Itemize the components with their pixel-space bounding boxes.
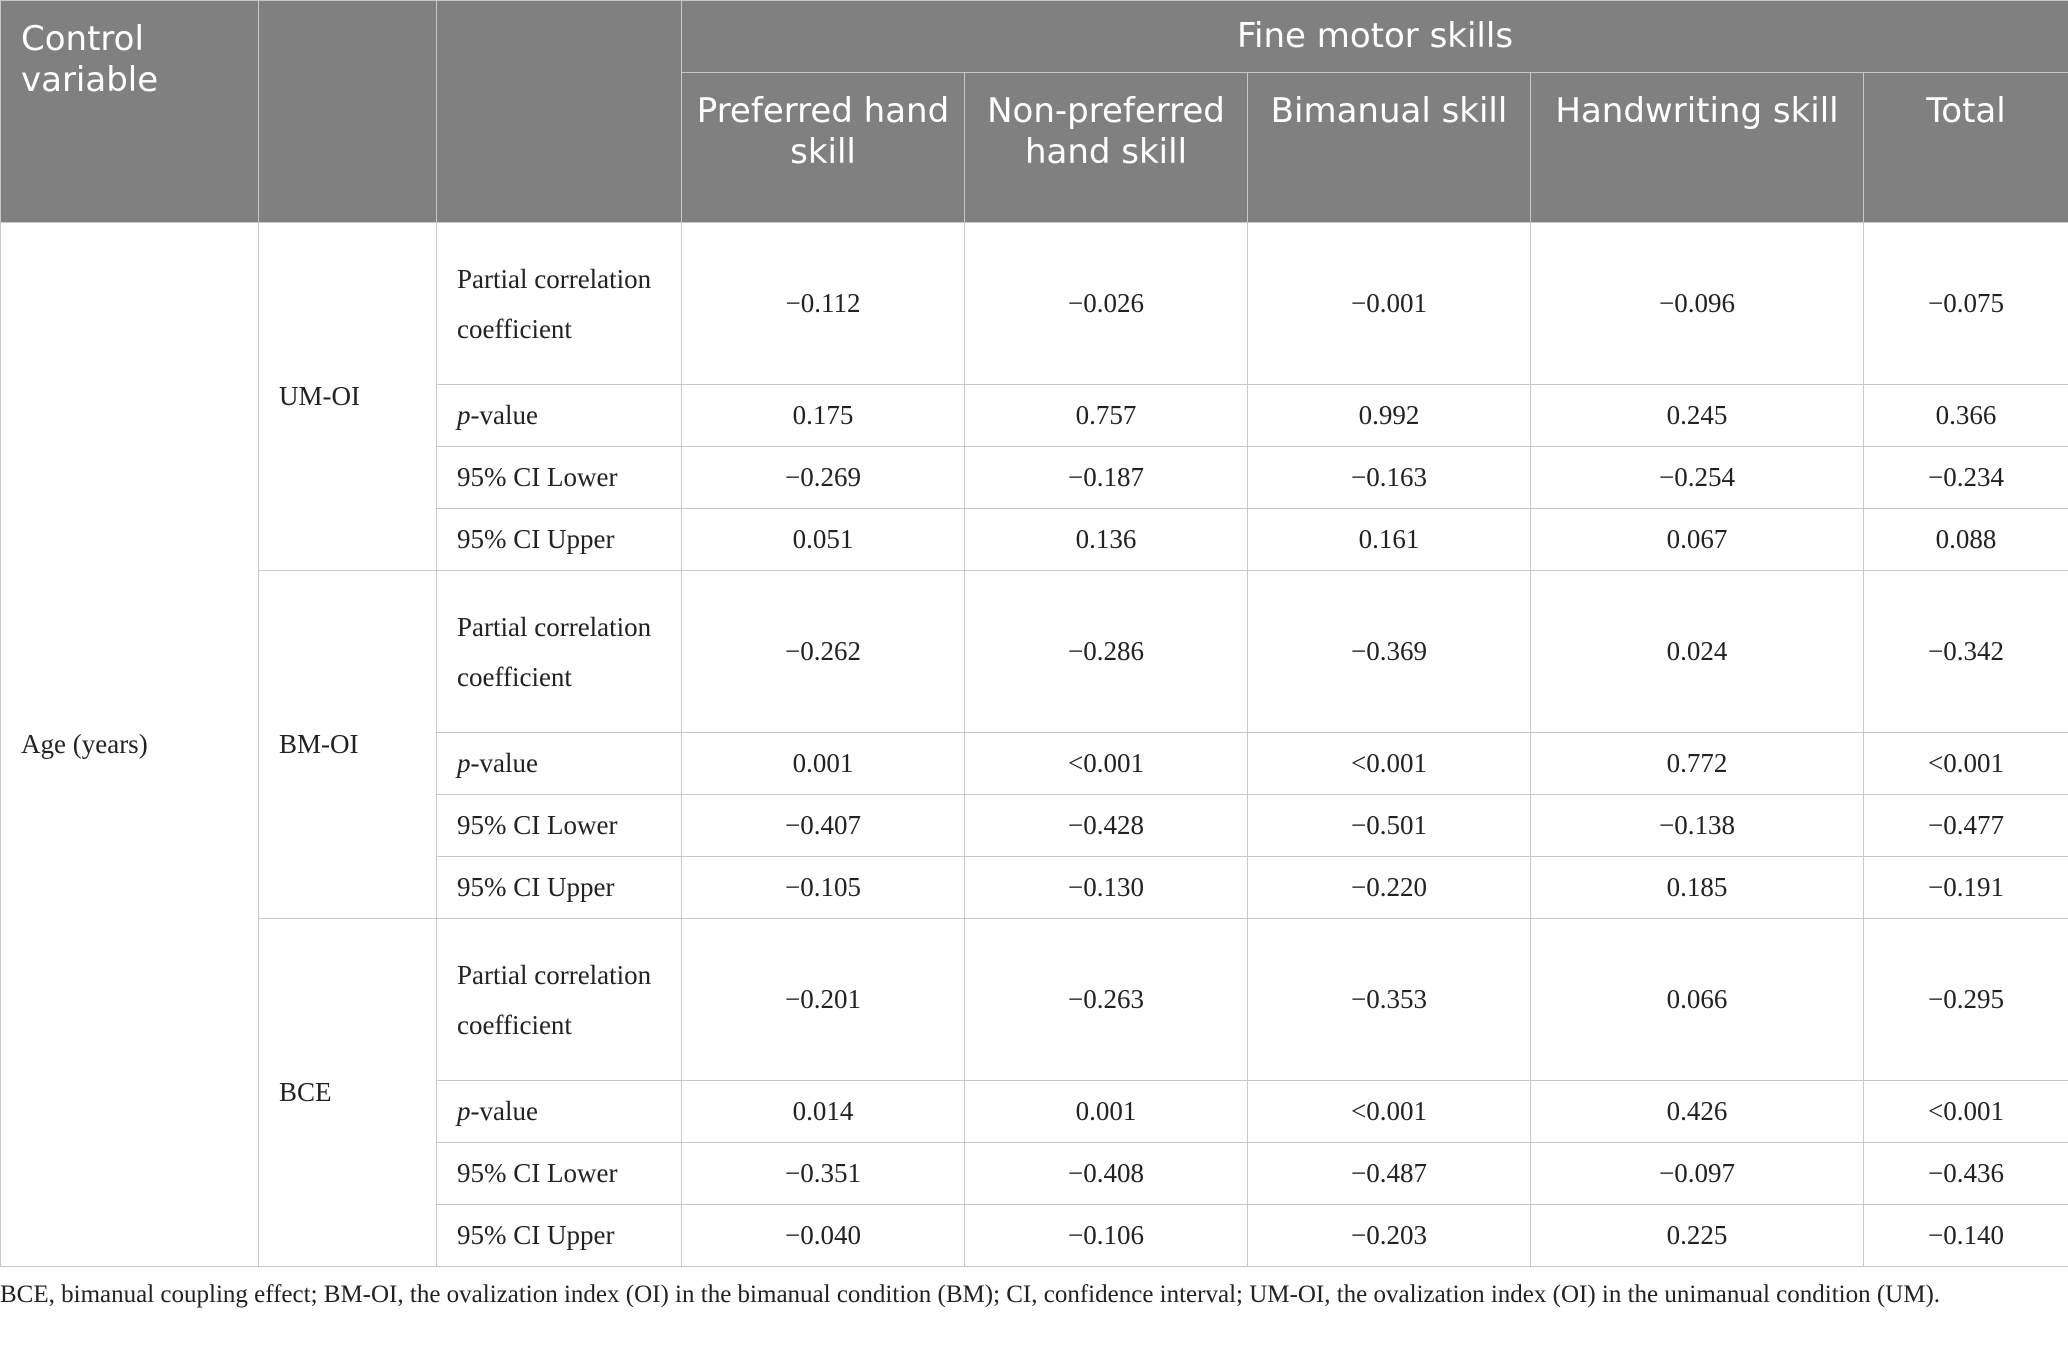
stat-label-ci-upper: 95% CI Upper bbox=[437, 509, 682, 571]
stat-label-p-value bbox=[437, 1081, 682, 1143]
value-cell: −0.075 bbox=[1864, 223, 2068, 385]
value-cell: 0.136 bbox=[965, 509, 1248, 571]
value-cell: 0.066 bbox=[1531, 919, 1864, 1081]
value-cell: −0.001 bbox=[1248, 223, 1531, 385]
value-cell: 0.001 bbox=[965, 1081, 1248, 1143]
value-cell: −0.203 bbox=[1248, 1205, 1531, 1267]
value-cell: 0.001 bbox=[682, 733, 965, 795]
value-cell: <0.001 bbox=[965, 733, 1248, 795]
value-cell: −0.408 bbox=[965, 1143, 1248, 1205]
value-cell: −0.130 bbox=[965, 857, 1248, 919]
value-cell: −0.096 bbox=[1531, 223, 1864, 385]
value-cell: <0.001 bbox=[1248, 733, 1531, 795]
stat-label-pcc: Partial correlation coefficient bbox=[437, 571, 682, 733]
value-cell: 0.024 bbox=[1531, 571, 1864, 733]
value-cell: 0.426 bbox=[1531, 1081, 1864, 1143]
value-cell: −0.097 bbox=[1531, 1143, 1864, 1205]
value-cell: −0.351 bbox=[682, 1143, 965, 1205]
stat-label-pcc: Partial correlation coefficient bbox=[437, 919, 682, 1081]
value-cell: −0.112 bbox=[682, 223, 965, 385]
p-italic: p bbox=[457, 1096, 471, 1126]
value-cell: −0.201 bbox=[682, 919, 965, 1081]
group-label: UM-OI bbox=[259, 223, 437, 571]
value-cell: 0.185 bbox=[1531, 857, 1864, 919]
value-cell: −0.286 bbox=[965, 571, 1248, 733]
header-col-4: Total bbox=[1864, 73, 2068, 223]
header-blank-stat bbox=[437, 1, 682, 223]
value-cell: <0.001 bbox=[1248, 1081, 1531, 1143]
header-fine-motor-skills: Fine motor skills bbox=[682, 1, 2068, 73]
stat-label-ci-lower: 95% CI Lower bbox=[437, 447, 682, 509]
p-italic: p bbox=[457, 748, 471, 778]
p-italic: p bbox=[457, 400, 471, 430]
value-cell: −0.487 bbox=[1248, 1143, 1531, 1205]
value-cell: 0.088 bbox=[1864, 509, 2068, 571]
value-cell: 0.245 bbox=[1531, 385, 1864, 447]
header-blank-group bbox=[259, 1, 437, 223]
header-col-2: Bimanual skill bbox=[1248, 73, 1531, 223]
value-cell: −0.140 bbox=[1864, 1205, 2068, 1267]
value-cell: −0.106 bbox=[965, 1205, 1248, 1267]
p-rest: -value bbox=[470, 1096, 538, 1126]
header-col-1: Non-preferred hand skill bbox=[965, 73, 1248, 223]
value-cell: −0.369 bbox=[1248, 571, 1531, 733]
stat-label-pcc: Partial correlation coefficient bbox=[437, 223, 682, 385]
value-cell: −0.269 bbox=[682, 447, 965, 509]
stat-label-ci-lower: 95% CI Lower bbox=[437, 1143, 682, 1205]
value-cell: −0.105 bbox=[682, 857, 965, 919]
group-label: BCE bbox=[259, 919, 437, 1267]
value-cell: −0.407 bbox=[682, 795, 965, 857]
value-cell: −0.187 bbox=[965, 447, 1248, 509]
group-label: BM-OI bbox=[259, 571, 437, 919]
value-cell: 0.014 bbox=[682, 1081, 965, 1143]
stat-label-ci-upper: 95% CI Upper bbox=[437, 857, 682, 919]
value-cell: −0.436 bbox=[1864, 1143, 2068, 1205]
value-cell: 0.051 bbox=[682, 509, 965, 571]
value-cell: −0.353 bbox=[1248, 919, 1531, 1081]
value-cell: −0.428 bbox=[965, 795, 1248, 857]
value-cell: <0.001 bbox=[1864, 1081, 2068, 1143]
value-cell: 0.175 bbox=[682, 385, 965, 447]
value-cell: −0.342 bbox=[1864, 571, 2068, 733]
table-footnote: BCE, bimanual coupling effect; BM-OI, the ovalization index (OI) in the bimanual condition (BM); CI, confidence interval; UM-OI, the ovalization index (OI) in the unimanual condition (UM). bbox=[0, 1281, 1941, 1308]
value-cell: −0.262 bbox=[682, 571, 965, 733]
stat-label-ci-upper: 95% CI Upper bbox=[437, 1205, 682, 1267]
value-cell: −0.477 bbox=[1864, 795, 2068, 857]
control-variable-cell: Age (years) bbox=[1, 223, 259, 1267]
value-cell: 0.772 bbox=[1531, 733, 1864, 795]
value-cell: −0.295 bbox=[1864, 919, 2068, 1081]
header-col-3: Handwriting skill bbox=[1531, 73, 1864, 223]
value-cell: −0.026 bbox=[965, 223, 1248, 385]
table-row bbox=[1, 919, 2068, 1081]
value-cell: −0.191 bbox=[1864, 857, 2068, 919]
value-cell: −0.138 bbox=[1531, 795, 1864, 857]
value-cell: 0.161 bbox=[1248, 509, 1531, 571]
table-row bbox=[1, 223, 2068, 385]
value-cell: −0.263 bbox=[965, 919, 1248, 1081]
value-cell: −0.220 bbox=[1248, 857, 1531, 919]
value-cell: −0.501 bbox=[1248, 795, 1531, 857]
p-rest: -value bbox=[470, 748, 538, 778]
stat-label-ci-lower: 95% CI Lower bbox=[437, 795, 682, 857]
value-cell: −0.163 bbox=[1248, 447, 1531, 509]
value-cell: 0.992 bbox=[1248, 385, 1531, 447]
value-cell: 0.225 bbox=[1531, 1205, 1864, 1267]
value-cell: −0.040 bbox=[682, 1205, 965, 1267]
value-cell: −0.254 bbox=[1531, 447, 1864, 509]
stat-label-p-value bbox=[437, 733, 682, 795]
header-col-0: Preferred hand skill bbox=[682, 73, 965, 223]
value-cell: 0.366 bbox=[1864, 385, 2068, 447]
table-row bbox=[1, 571, 2068, 733]
stat-label-p-value bbox=[437, 385, 682, 447]
header-control-variable: Control variable bbox=[1, 1, 259, 223]
p-rest: -value bbox=[470, 400, 538, 430]
value-cell: 0.067 bbox=[1531, 509, 1864, 571]
value-cell: −0.234 bbox=[1864, 447, 2068, 509]
value-cell: 0.757 bbox=[965, 385, 1248, 447]
value-cell: <0.001 bbox=[1864, 733, 2068, 795]
